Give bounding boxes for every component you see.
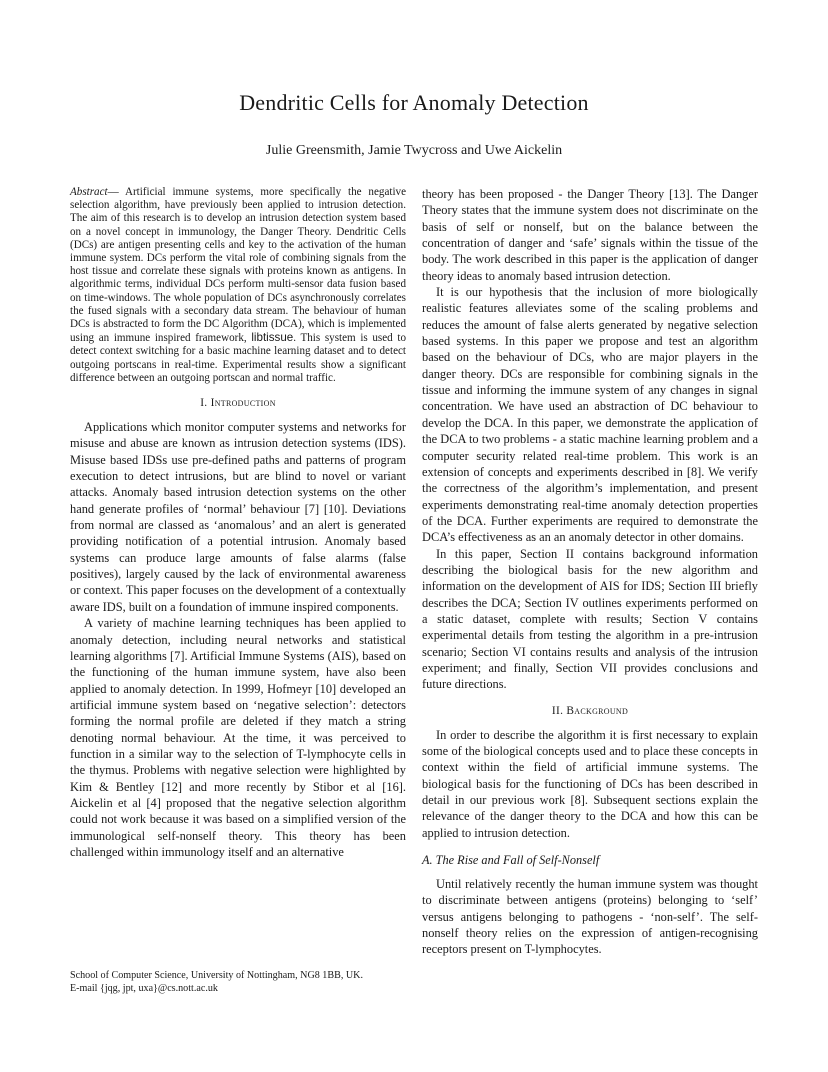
abstract-dash: —: [107, 186, 125, 198]
section-numeral: II.: [551, 704, 567, 717]
subsection-paragraph-1: Until relatively recently the human immune system was thought to discriminate between antigens (proteins) belonging to ‘self’ versus antigens belonging to pathogens - ‘non-self’. The self-nonself theory relies on the expression of antigen-recognising receptors present on T-lymphocytes.: [422, 877, 758, 957]
section-heading-introduction: [70, 397, 406, 409]
abstract-text-part1: Artificial immune systems, more specifically the negative selection algorithm, have previously been applied to intrusion detection. The aim of this research is to develop an intrusion detection system based on a novel concept in immunology, the Danger Theory. Dendritic Cells (DCs) are antigen presenting cells and key to the activation of the human immune system. DCs perform the vital role of combining signals from the host tissue and correlate these signals with proteins known as antigens. In algorithmic terms, individual DCs perform multi-sensor data fusion based on time-windows. The whole population of DCs asynchronously correlates the fused signals with a secondary data stream. The behaviour of human DCs is abstracted to form the DC Algorithm (DCA), which is implemented using an immune inspired framework,: [70, 186, 406, 345]
abstract: [70, 186, 406, 385]
subsection-heading: A. The Rise and Fall of Self-Nonself: [422, 853, 600, 868]
section-heading-background: [422, 705, 758, 717]
background-paragraph-1: In order to describe the algorithm it is first necessary to explain some of the biological concepts used and to place these concepts in context within the field of artificial immune systems. The biological basis for the functioning of DCs has been described in detail in our previous work [8]. Subsequent sections explain the relevance of the danger theory to the DCA and how this can be applied to intrusion detection.: [422, 727, 758, 840]
intro-paragraph-3: It is our hypothesis that the inclusion of more biologically realistic features alleviates some of the scaling problems and reduces the amount of false alerts generated by negative selection based systems. In this paper we propose and test an algorithm based on the behaviour of DCs, who are major players in the danger theory. DCs are responsible for combining signals in the tissue and informing the immune system of any changes in signal concentration. We have used an abstraction of DC behaviour to develop the DCA. In this paper, we demonstrate the application of the DCA to two problems - a static machine learning problem and a computer security related real-time problem. This work is an extension of concepts and experiments described in [8]. We verify the correctness of the algorithm’s implementation, and present experiments demonstrating real-time anomaly detection properties of the DCA. Further experiments are required to demonstrate the DCA’s effectiveness as an an anomaly detector in other domains.: [422, 285, 758, 545]
section-title-text: Background: [566, 704, 629, 717]
author-list: Julie Greensmith, Jamie Twycross and Uwe Aickelin: [265, 143, 563, 158]
affiliation-line: School of Computer Science, University of Nottingham, NG8 1BB, UK.: [70, 970, 363, 981]
intro-paragraph-4: In this paper, Section II contains background information describing the biological basis for the new algorithm and information on the development of AIS for IDS; Section III briefly describes the DCA; Section IV outlines experiments performed on a static dataset, complete with results; Section V contains experimental details from testing the algorithm in a pre-intrusion scenario; Section VI contains results and analysis of the intrusion experiment; and finally, Section VII provides conclusions and future directions.: [422, 546, 758, 692]
abstract-system-name: libtissue: [251, 331, 294, 345]
abstract-label: Abstract: [70, 186, 108, 198]
intro-paragraph-2: A variety of machine learning techniques has been applied to anomaly detection, including neural networks and statistical learning algorithms [7]. Artificial Immune Systems (AIS), based on the functioning of the human immune system, have also been applied to anomaly detection. In 1999, Hofmeyr [10] developed an artificial immune system based on ‘negative selection’: detectors forming the normal profile are deleted if they match a string denoting normal behaviour. At the time, it was perceived to function in a similar way to the selection of T-lymphocyte cells in the thymus. Problems with negative selection were highlighted by Kim & Bentley [12] and more recently by Stibor et al [16]. Aickelin et al [4] proposed that the negative selection algorithm could not work because it was based on a simplified version of the immunological self-nonself theory. This theory has been challenged within immunology itself and an alternative: [70, 616, 406, 859]
section-title-text: Introduction: [210, 397, 276, 410]
email-line: E-mail {jqg, jpt, uxa}@cs.nott.ac.uk: [70, 983, 218, 994]
section-numeral: I.: [200, 397, 211, 410]
paper-title: Dendritic Cells for Anomaly Detection: [239, 90, 589, 115]
right-column: [422, 186, 758, 958]
affiliation-footnote: [70, 969, 410, 995]
left-column: [70, 186, 406, 860]
intro-paragraph-1: Applications which monitor computer systems and networks for misuse and abuse are known as intrusion detection systems (IDS). Misuse based IDSs use pre-defined paths and patterns of program execution to detect intrusions, but are blind to novel or variant attacks. Anomaly based intrusion detection systems on the other hand generate profiles of ‘normal’ behaviour [7] [10]. Deviations from normal are classed as ‘anomalous’ and an alert is generated providing notification of a potential intrusion. Anomaly based systems can produce large amounts of false alarms (false positives), largely caused by the lack of environmental awareness or context. This paper focuses on the development of a contextually aware IDS, built on a foundation of immune inspired components.: [70, 420, 406, 614]
abstract-text-part2: . This system is used to detect context switching for a basic machine learning dataset and to detect outgoing portscans in real-time. Experimental results show a significant difference between an outgoing portscan and normal traffic.: [70, 332, 406, 384]
intro-paragraph-2-continued: theory has been proposed - the Danger Theory [13]. The Danger Theory states that the immune system does not discriminate on the basis of self or nonself, but on the balance between the concentration of danger and ‘safe’ signals within the tissue of the body. The work described in this paper is the application of danger theory ideas to anomaly based intrusion detection.: [422, 187, 758, 283]
